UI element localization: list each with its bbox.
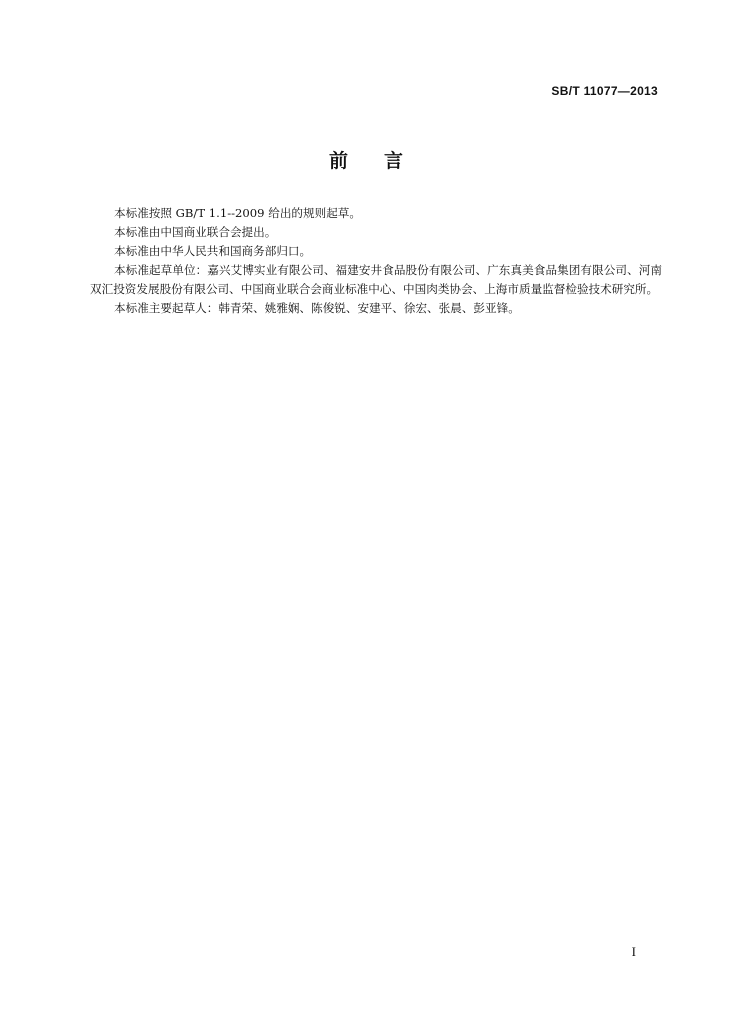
paragraph-proposer: 本标准由中国商业联合会提出。: [114, 225, 277, 239]
paragraph-main-drafters: 本标准主要起草人：韩青荣、姚雅娴、陈俊锐、安建平、徐宏、张晨、彭亚锋。: [114, 301, 520, 315]
paragraph-drafting-organizations: 本标准起草单位：嘉兴艾博实业有限公司、福建安井食品股份有限公司、广东真美食品集团有限公司、河南双汇投资发展股份有限公司、中国商业联合会商业标准中心、中国肉类协会、上海市质量监督检验技术研究所。: [90, 263, 662, 296]
paragraph-drafting-rules: 本标准按照 GB/T 1.1--2009 给出的规则起草。: [114, 206, 361, 220]
paragraph-responsible-authority: 本标准由中华人民共和国商务部归口。: [114, 244, 312, 258]
page-title: [0, 146, 732, 173]
standard-code: SB/T 11077—2013: [551, 84, 658, 98]
title-char-1: 前: [328, 150, 348, 172]
foreword-body: [90, 204, 662, 318]
title-char-2: 言: [384, 150, 404, 172]
page-number: I: [631, 944, 636, 959]
